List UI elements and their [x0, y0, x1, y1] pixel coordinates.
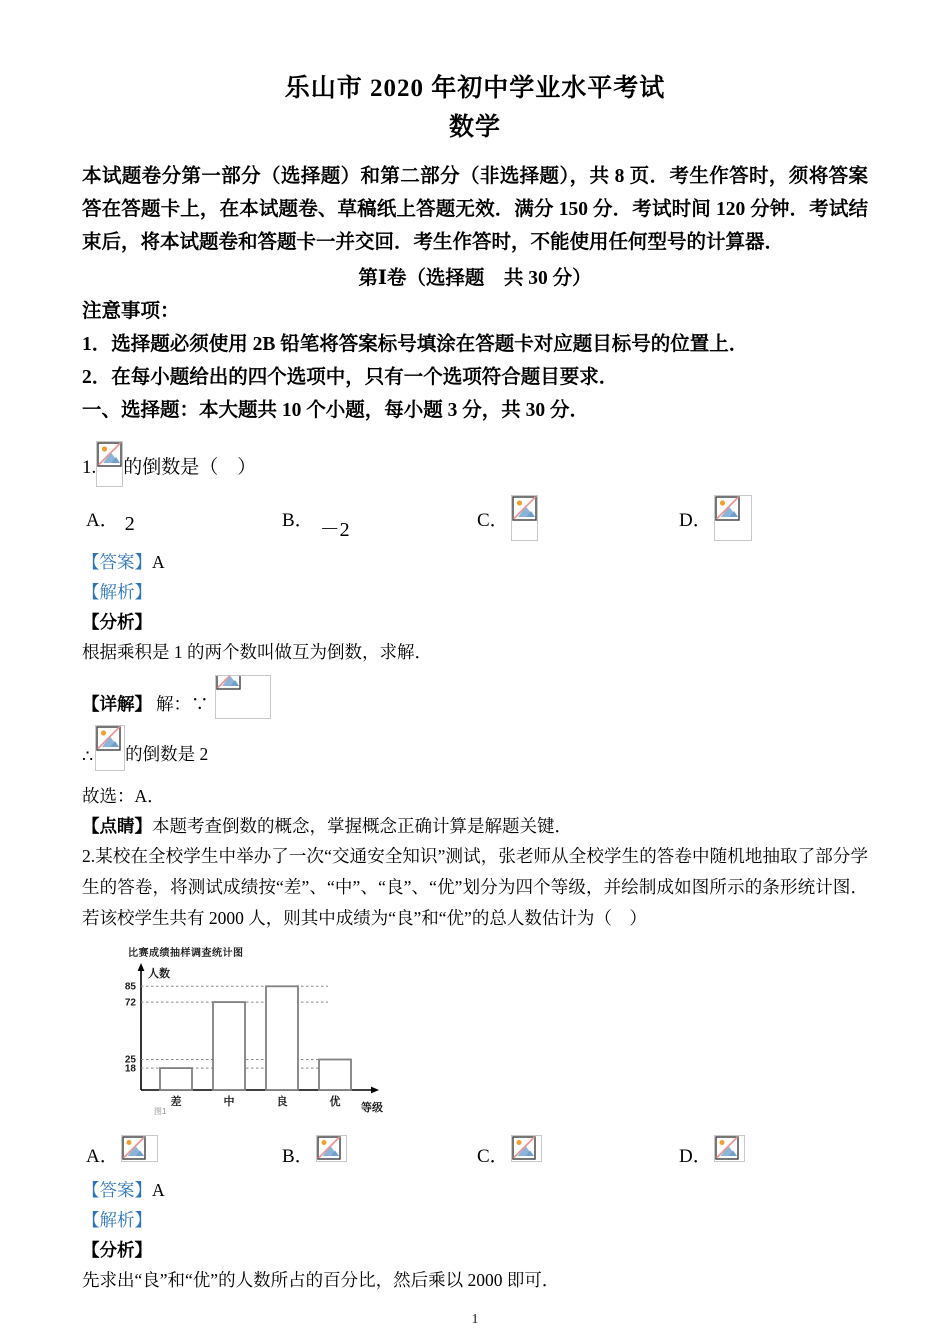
broken-image-icon [215, 675, 271, 719]
chart-caption: 图1 [154, 1106, 167, 1116]
detail-tag: 【详解】 [82, 693, 152, 714]
svg-text:等级: 等级 [361, 1101, 383, 1114]
broken-image-icon [121, 1135, 158, 1162]
section-heading-part1: 第Ⅰ卷（选择题 共 30 分） [358, 267, 592, 289]
question-1-analysis-text: 根据乘积是 1 的两个数叫做互为倒数，求解． [82, 641, 432, 662]
broken-image-icon [511, 495, 538, 541]
svg-text:差: 差 [170, 1095, 182, 1108]
answer-tag: 【答案】 [82, 1179, 152, 1200]
question-1-option-c[interactable] [477, 495, 538, 541]
notice-item-2: 2．在每小题给出的四个选项中，只有一个选项符合题目要求． [82, 366, 619, 388]
page-number: 1 [471, 1312, 479, 1327]
question-2-analysis-text: 先求出“良”和“优”的人数所占的百分比，然后乘以 2000 即可． [82, 1269, 560, 1290]
option-b-value: －2 [319, 518, 350, 541]
option-b-label: B． [282, 1145, 314, 1167]
question-2-option-c[interactable] [477, 1135, 542, 1168]
question-2-explain-tag: 【解析】 [82, 1209, 152, 1230]
question-2-stem: 2.某校在全校学生中举办了一次“交通安全知识”测试，张老师从全校学生的答卷中随机地抽取了部分学生的答卷，将测试成绩按“差”、“中”、“良”、“优”划分为四个等级，并绘制成如图所示的条形统计图．若该校学生共有 2000 人，则其中成绩为“良”和“优”的总人数估计为（ ） [82, 845, 868, 928]
question-1-number: 1. [82, 456, 97, 478]
intro-paragraph: 本试题卷分第一部分（选择题）和第二部分（非选择题），共 8 页．考生作答时，须将答案答在答题卡上，在本试题卷、草稿纸上答题无效．满分 150 分．考试时间 120 分钟．考试结束后，将本试题卷和答题卡一并交回．考生作答时，不能使用任何型号的计算器． [82, 165, 868, 253]
question-1-answer-line [82, 547, 868, 577]
bar-chart [96, 944, 426, 1129]
option-c-label: C． [477, 509, 509, 531]
broken-image-icon [511, 1135, 542, 1162]
broken-image-icon [714, 495, 752, 541]
notice-label: 注意事项： [82, 300, 180, 322]
option-b-label: B． [282, 509, 314, 531]
question-1-stem [82, 441, 868, 487]
option-a-label: A． [86, 1145, 119, 1167]
question-2-options [82, 1135, 868, 1169]
question-2-answer-line [82, 1175, 868, 1205]
answer-tag: 【答案】 [82, 551, 152, 572]
insight-text: 本题考查倒数的概念，掌握概念正确计算是解题关键． [152, 815, 572, 836]
question-2-option-d[interactable] [679, 1135, 745, 1168]
option-a-value: 2 [124, 512, 135, 535]
option-c-label: C． [477, 1145, 509, 1167]
svg-text:72: 72 [124, 996, 136, 1008]
svg-text:良: 良 [276, 1095, 288, 1108]
question-1-stem-text: 的倒数是（ ） [123, 456, 257, 478]
question-1-option-b[interactable] [282, 495, 350, 542]
chart-title: 比赛成绩抽样调查统计图 [128, 947, 244, 959]
insight-tag: 【点睛】 [82, 815, 152, 836]
question-1-insight-line [82, 811, 868, 841]
option-d-label: D． [679, 509, 712, 531]
question-2-option-a[interactable] [86, 1135, 158, 1168]
detail-lead: 解：∵ [156, 693, 209, 714]
question-1-conclusion-line [82, 725, 868, 771]
broken-image-icon [714, 1135, 745, 1162]
question-1-options [82, 495, 868, 547]
question-2-analysis-tag: 【分析】 [82, 1239, 152, 1260]
question-1-option-d[interactable] [679, 495, 752, 541]
svg-text:25: 25 [124, 1054, 136, 1066]
question-1-explain-tag: 【解析】 [82, 581, 152, 602]
broken-image-icon [96, 441, 123, 487]
chart-canvas [96, 944, 426, 1129]
answer-value: A [152, 1179, 165, 1200]
svg-text:中: 中 [223, 1095, 235, 1108]
question-1-analysis-tag: 【分析】 [82, 611, 152, 632]
therefore-symbol: ∴ [82, 745, 94, 766]
question-1-choose-line: 故选：A． [82, 785, 165, 806]
svg-text:85: 85 [124, 981, 136, 992]
notice-item-1: 1．选择题必须使用 2B 铅笔将答案标号填涂在答题卡对应题目标号的位置上． [82, 333, 749, 355]
svg-text:优: 优 [329, 1095, 341, 1108]
option-a-label: A． [86, 509, 119, 531]
question-1-option-a[interactable] [86, 495, 135, 536]
conclusion-text: 的倒数是 2 [125, 743, 209, 764]
page-title: 乐山市 2020 年初中学业水平考试 [284, 75, 666, 102]
answer-value: A [152, 551, 165, 572]
subject-title: 数学 [448, 114, 501, 142]
svg-text:18: 18 [124, 1063, 136, 1075]
option-d-label: D． [679, 1145, 712, 1167]
question-1-detail-line [82, 675, 868, 719]
svg-text:人数: 人数 [148, 967, 170, 980]
part-heading-choice: 一、选择题：本大题共 10 个小题，每小题 3 分，共 30 分． [82, 399, 590, 421]
broken-image-icon [95, 725, 125, 771]
question-2-option-b[interactable] [282, 1135, 347, 1168]
broken-image-icon [316, 1135, 347, 1162]
